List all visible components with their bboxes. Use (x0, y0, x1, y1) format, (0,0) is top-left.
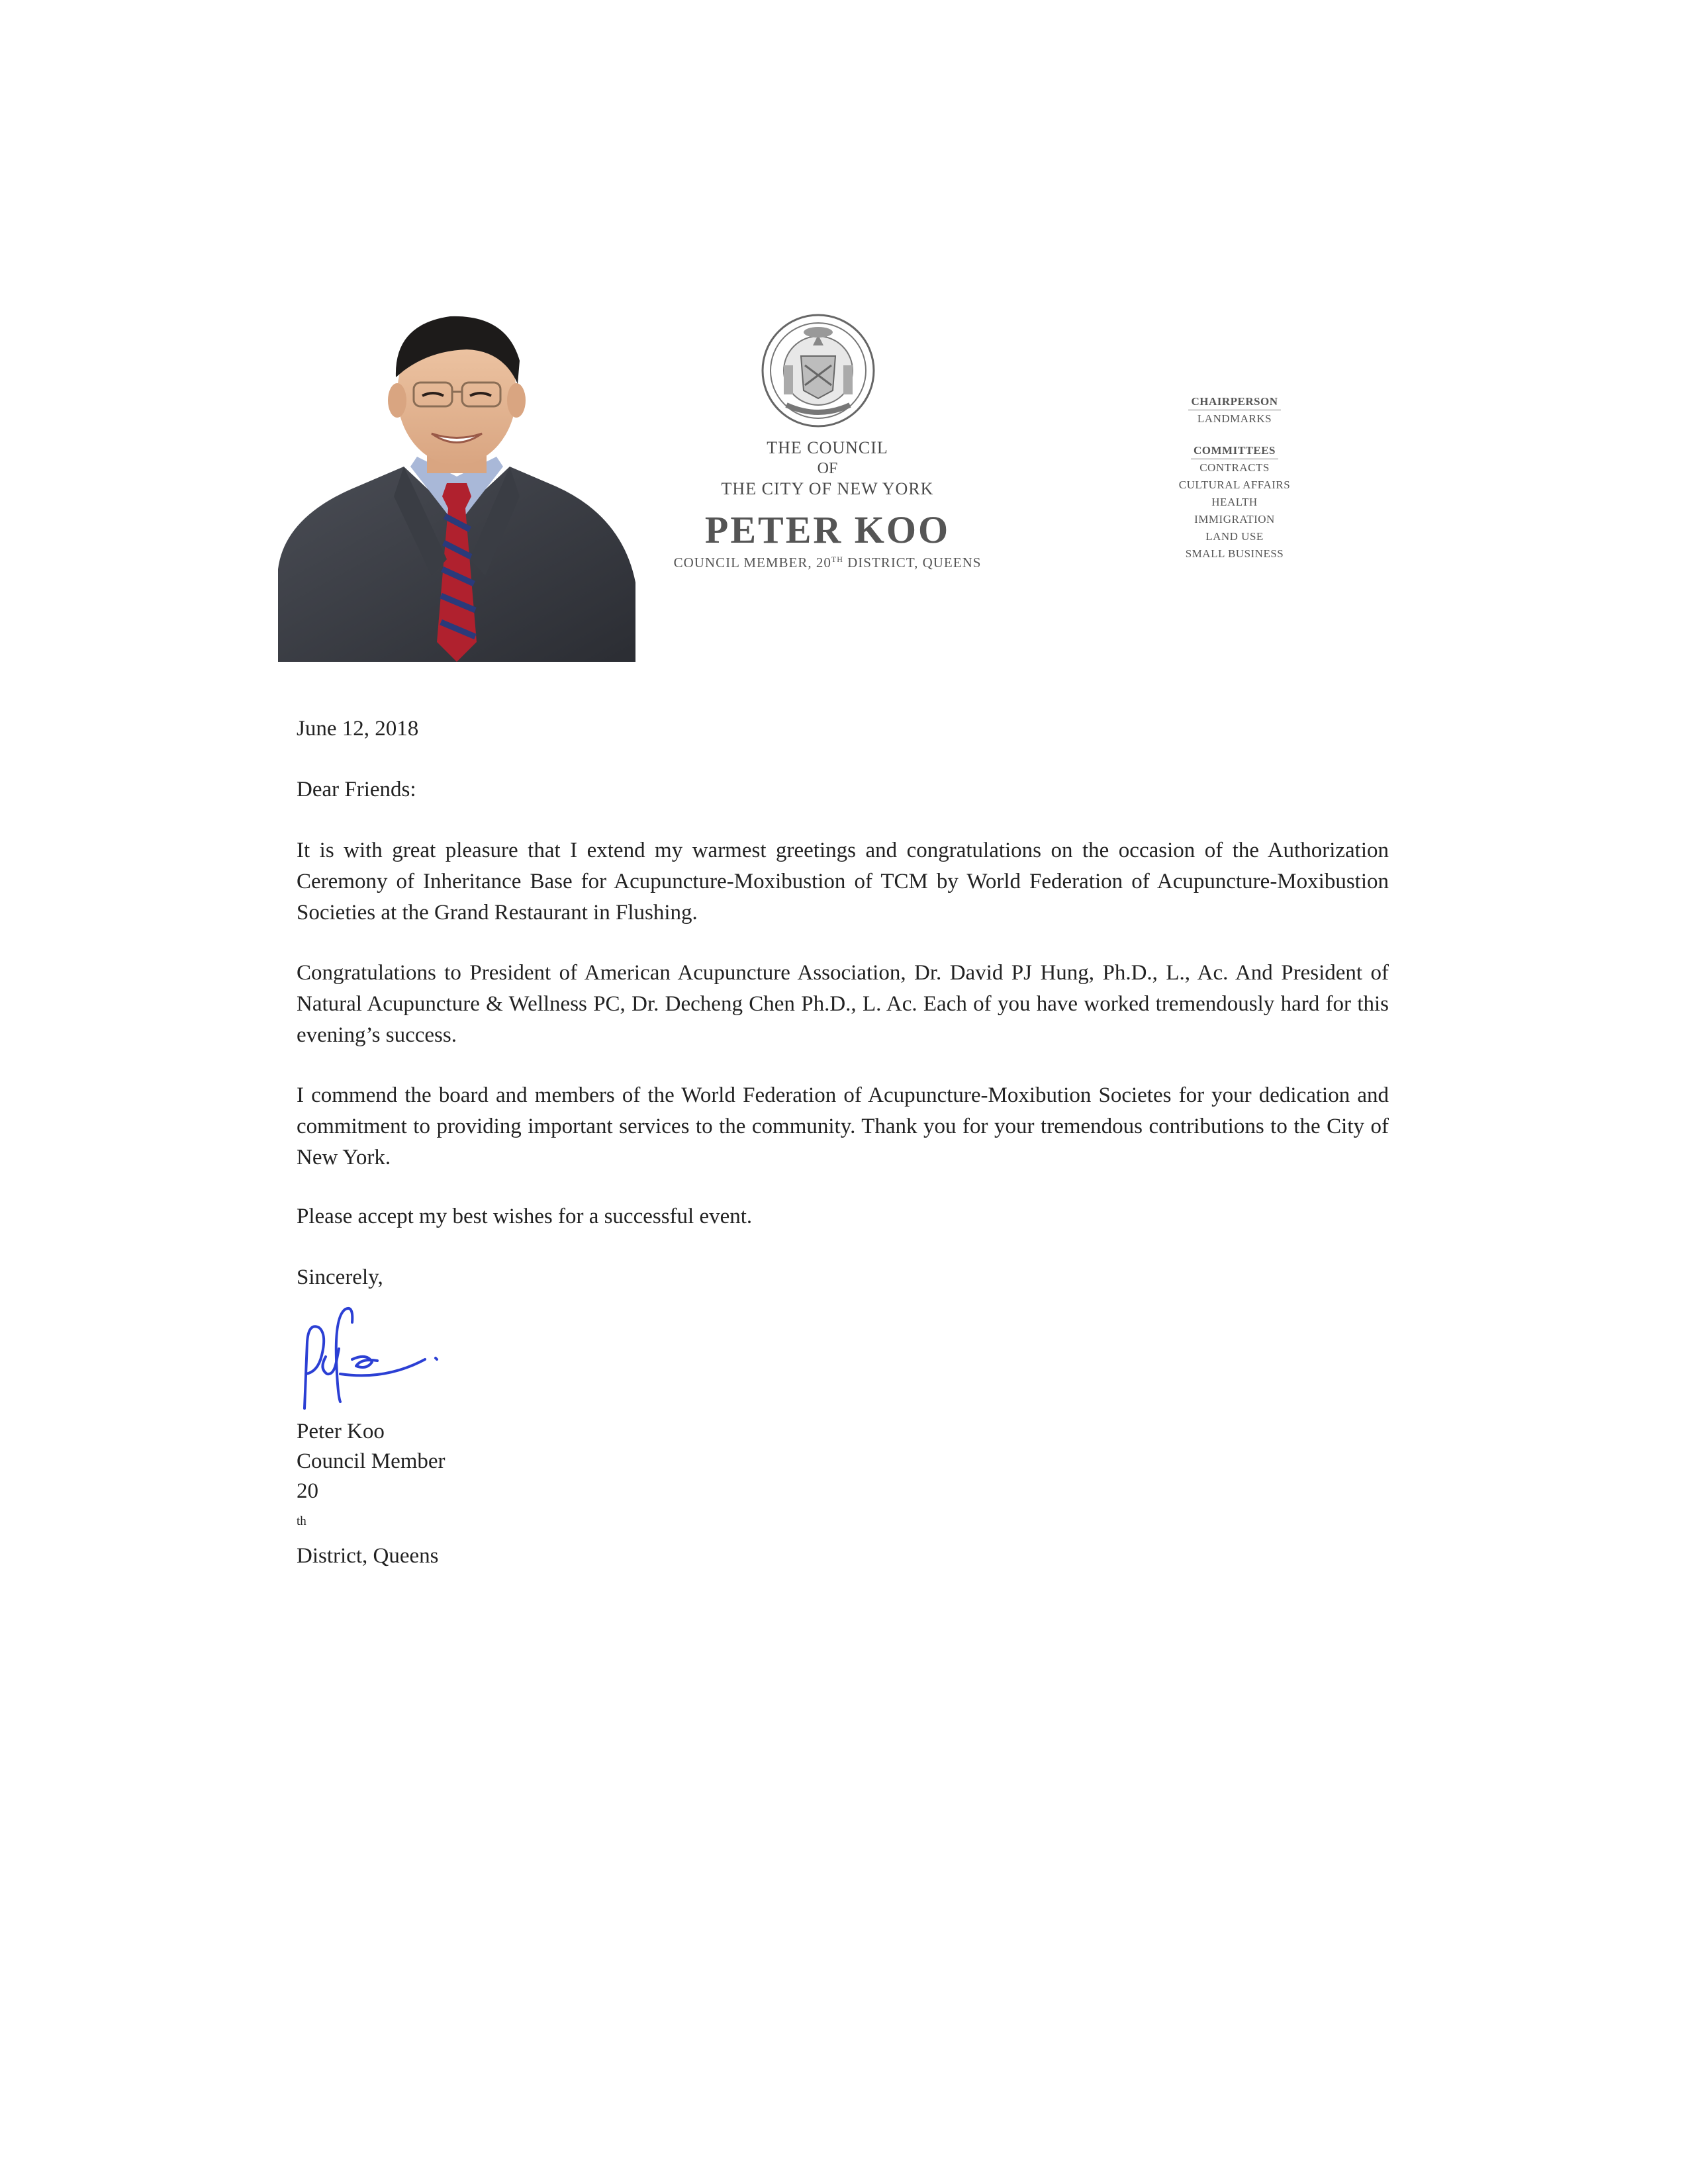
signer-district: 20 $^{th}$ District, Queens (297, 1479, 439, 1568)
committee-item: CONTRACTS (1199, 461, 1270, 474)
signer-title: Council Member (297, 1449, 445, 1473)
chairperson-heading: CHAIRPERSON (1188, 394, 1280, 410)
committee-item: HEALTH (1211, 496, 1258, 508)
salutation: Dear Friends: (297, 778, 416, 801)
committees-list (1149, 393, 1321, 563)
letterhead-title-block (616, 437, 1039, 571)
body-paragraph: Please accept my best wishes for a successful event. (297, 1205, 753, 1228)
city-seal-logo (760, 312, 876, 429)
portrait-photo (278, 298, 635, 662)
member-district: COUNCIL MEMBER, 20TH DISTRICT, QUEENS (673, 555, 982, 570)
member-name: PETER KOO (704, 508, 951, 551)
council-line: THE COUNCIL (767, 438, 888, 457)
signature-block (297, 1417, 445, 1571)
chair-item: LANDMARKS (1197, 412, 1272, 425)
committee-item: LAND USE (1205, 530, 1264, 543)
committee-item: CULTURAL AFFAIRS (1178, 478, 1291, 491)
body-paragraph: Congratulations to President of American Acupuncture Association, Dr. David PJ Hung, Ph.D., L., Ac. And President of Natural Acupuncture & Wellness PC, Dr. Decheng Chen Ph.D., L. Ac. Each of you have worked tremendously hard for this evening’s success. (297, 961, 1389, 1047)
closing: Sincerely, (297, 1265, 383, 1289)
committee-item: SMALL BUSINESS (1185, 547, 1284, 560)
city-line: THE CITY OF NEW YORK (721, 479, 934, 498)
committees-heading: COMMITTEES (1191, 443, 1278, 459)
council-of: OF (817, 460, 838, 477)
committee-item: IMMIGRATION (1194, 513, 1275, 525)
body-paragraph: I commend the board and members of the World Federation of Acupuncture-Moxibution Societes for your dedication and commitment to providing important services to the community. Thank you for your tremendous contributions to the City of New York. (297, 1083, 1389, 1169)
body-paragraph: It is with great pleasure that I extend my warmest greetings and congratulations on the occasion of the Authorization Ceremony of Inheritance Base for Acupuncture-Moxibustion of TCM by World Federation of Acupuncture-Moxibustion Societies at the Grand Restaurant in Flushing. (297, 839, 1389, 925)
signer-name: Peter Koo (297, 1420, 385, 1443)
handwritten-signature (293, 1296, 451, 1415)
letter-date: June 12, 2018 (297, 717, 419, 741)
portrait-illustration (278, 298, 635, 662)
